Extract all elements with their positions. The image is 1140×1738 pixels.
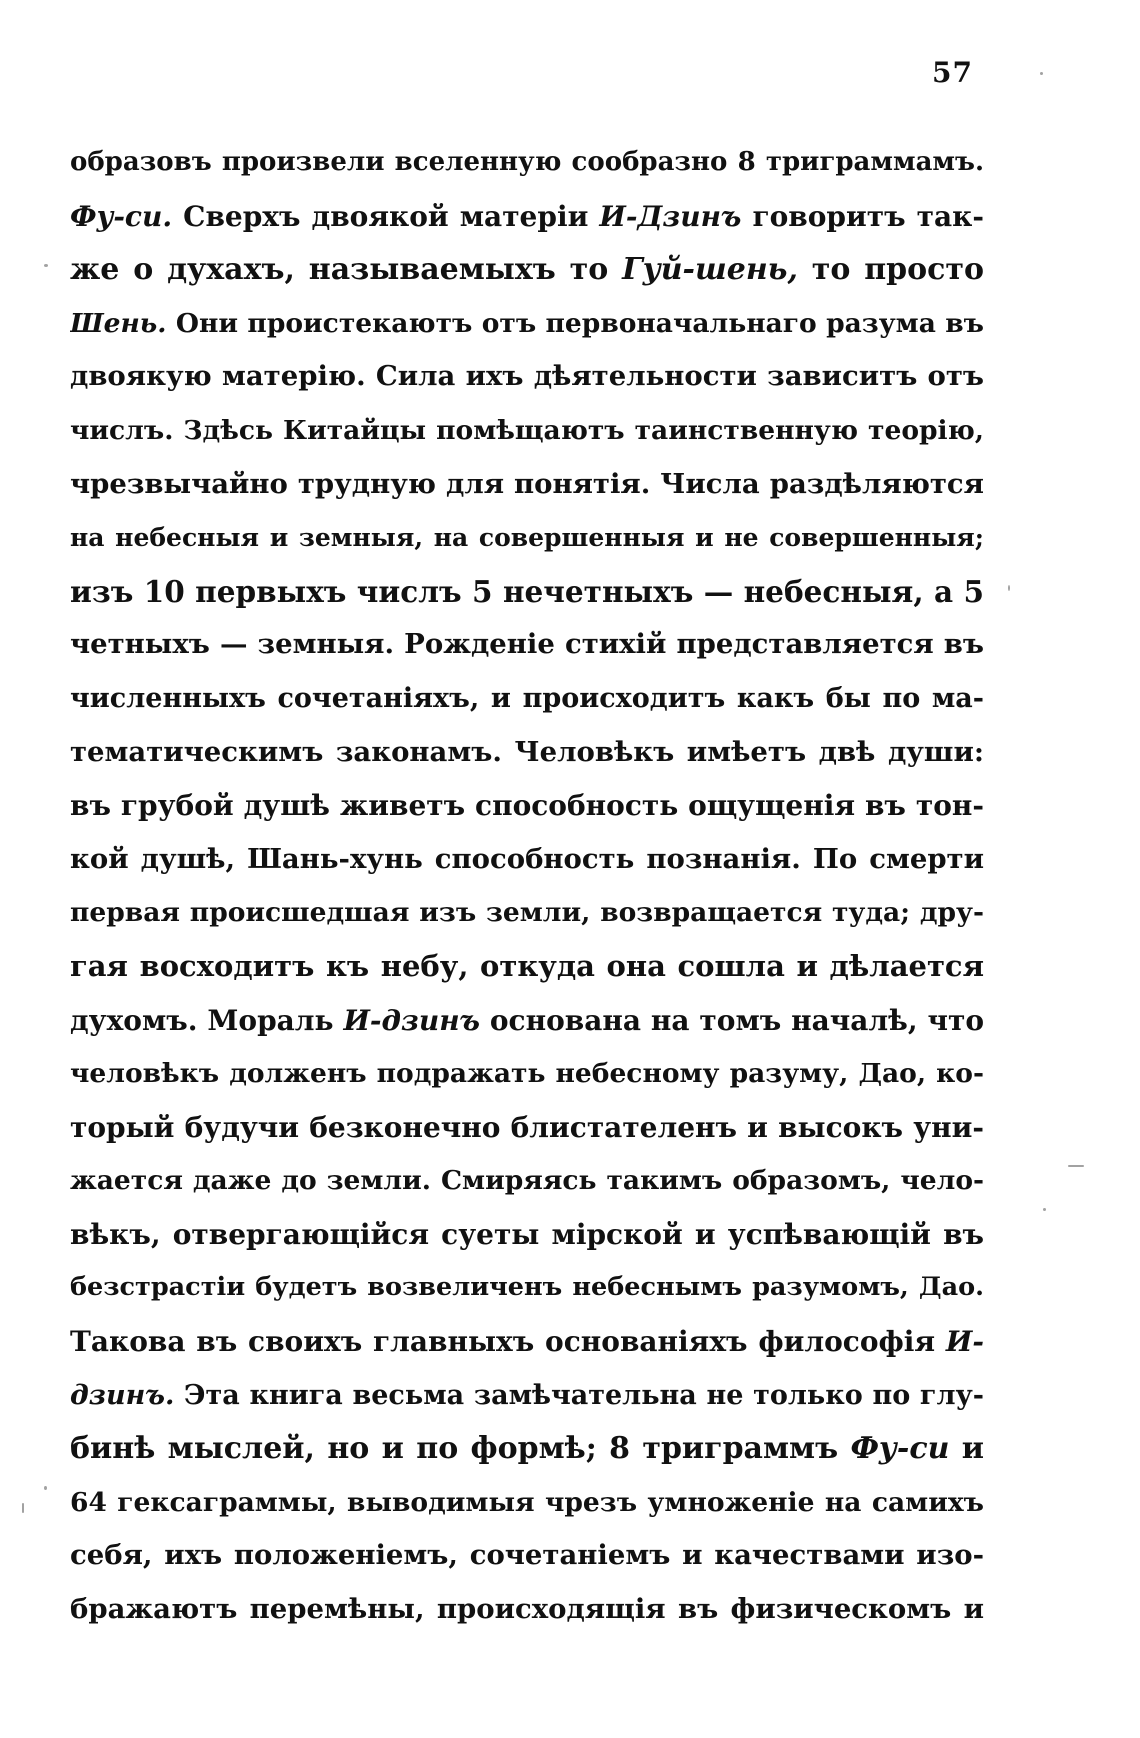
scan-speck: [44, 264, 48, 267]
scan-speck: [1068, 1165, 1084, 1167]
scan-speck: [22, 1503, 24, 1513]
text-line: [70, 833, 984, 887]
text-line: [70, 1154, 984, 1208]
text-segment: говоритъ так-: [741, 199, 984, 233]
text-line: [70, 940, 984, 994]
text-segment: гая восходитъ къ небу, откуда она сошла и дѣлается: [70, 948, 984, 983]
text-line: [70, 1101, 984, 1155]
text-line: [70, 243, 984, 297]
text-segment: себя, ихъ положеніемъ, сочетаніемъ и качествами изо-: [70, 1539, 984, 1572]
text-segment: Они проистекаютъ отъ первоначальнаго разума въ: [166, 307, 984, 339]
italic-term: И-Дзинъ: [599, 199, 742, 233]
text-segment: безстрастіи будетъ возвеличенъ небеснымъ разумомъ, Дао.: [70, 1272, 984, 1303]
text-line: [70, 1529, 984, 1583]
text-line: [70, 404, 984, 458]
text-line: [70, 190, 984, 244]
text-segment: бражаютъ перемѣны, происходящія въ физическомъ и: [70, 1593, 984, 1626]
text-segment: бинѣ мыслей, но и по формѣ; 8 триграммъ: [70, 1431, 851, 1467]
text-segment: на небесныя и земныя, на совершенныя и не совершенныя;: [70, 523, 984, 553]
text-line: [70, 350, 984, 404]
text-segment: въ грубой душѣ живетъ способность ощущенія въ тон-: [70, 789, 984, 823]
text-line: [70, 1422, 984, 1476]
text-line: [70, 458, 984, 512]
text-segment: вѣкъ, отвергающійся суеты мірской и успѣвающій въ: [70, 1217, 984, 1251]
text-line: [70, 1369, 984, 1423]
italic-term: Фу-си.: [70, 199, 173, 233]
italic-term: Шень.: [70, 307, 167, 339]
text-line: [70, 1315, 984, 1369]
page-number: 57: [932, 56, 973, 89]
text-segment: и: [949, 1431, 984, 1467]
text-line: [70, 565, 984, 619]
text-line: [70, 136, 984, 190]
text-segment: первая происшедшая изъ земли, возвращается туда; дру-: [70, 897, 984, 929]
text-segment: то просто: [797, 252, 984, 288]
text-segment: Эта книга весьма замѣчательна не только по глу-: [174, 1379, 984, 1411]
text-segment: же о духахъ, называемыхъ то: [70, 252, 623, 288]
text-line: [70, 672, 984, 726]
text-segment: Такова въ своихъ главныхъ основаніяхъ философія: [70, 1325, 946, 1359]
text-segment: духомъ. Мораль: [70, 1003, 344, 1037]
text-line: [70, 297, 984, 351]
scan-speck: [1008, 585, 1010, 591]
text-segment: четныхъ — земныя. Рожденіе стихій представляется въ: [70, 628, 984, 661]
scan-speck: [1043, 1208, 1046, 1211]
text-line: [70, 1476, 984, 1530]
text-segment: кой душѣ, Шань-хунь способность познанія. По смерти: [70, 842, 984, 875]
text-line: [70, 618, 984, 672]
text-line: [70, 511, 984, 565]
text-segment: изъ 10 первыхъ числъ 5 нечетныхъ — небесныя, а 5: [70, 573, 984, 609]
text-segment: чрезвычайно трудную для понятія. Числа раздѣляются: [70, 467, 984, 500]
scan-speck: [44, 1486, 47, 1490]
text-segment: торый будучи безконечно блистателенъ и высокъ уни-: [70, 1110, 984, 1144]
text-line: [70, 1261, 984, 1315]
text-line: [70, 726, 984, 780]
text-segment: человѣкъ долженъ подражать небесному разуму, Дао, ко-: [70, 1058, 984, 1090]
italic-term: дзинъ.: [70, 1379, 175, 1411]
text-line: [70, 1583, 984, 1637]
text-segment: Сверхъ двоякой матеріи: [172, 199, 600, 233]
text-segment: 64 гексаграммы, выводимыя чрезъ умноженіе на самихъ: [70, 1486, 984, 1518]
body-text: [70, 136, 984, 1637]
text-line: [70, 886, 984, 940]
text-segment: основана на томъ началѣ, что: [479, 1003, 984, 1037]
italic-term: Фу-си: [850, 1431, 950, 1467]
italic-term: И-дзинъ: [343, 1003, 480, 1037]
text-line: [70, 1047, 984, 1101]
text-segment: жается даже до земли. Смиряясь такимъ образомъ, чело-: [70, 1165, 984, 1197]
text-line: [70, 1208, 984, 1262]
italic-term: И-: [945, 1325, 984, 1359]
text-line: [70, 994, 984, 1048]
text-line: [70, 779, 984, 833]
text-segment: образовъ произвели вселенную сообразно 8 триграммамъ.: [70, 147, 984, 177]
text-segment: численныхъ сочетаніяхъ, и происходитъ какъ бы по ма-: [70, 682, 984, 714]
text-segment: числъ. Здѣсь Китайцы помѣщаютъ таинственную теорію,: [70, 414, 984, 446]
text-segment: двоякую матерію. Сила ихъ дѣятельности зависитъ отъ: [70, 360, 984, 393]
italic-term: Гуй-шень,: [622, 252, 798, 288]
text-segment: тематическимъ законамъ. Человѣкъ имѣетъ двѣ души:: [70, 735, 984, 768]
scan-speck: [1040, 72, 1043, 75]
